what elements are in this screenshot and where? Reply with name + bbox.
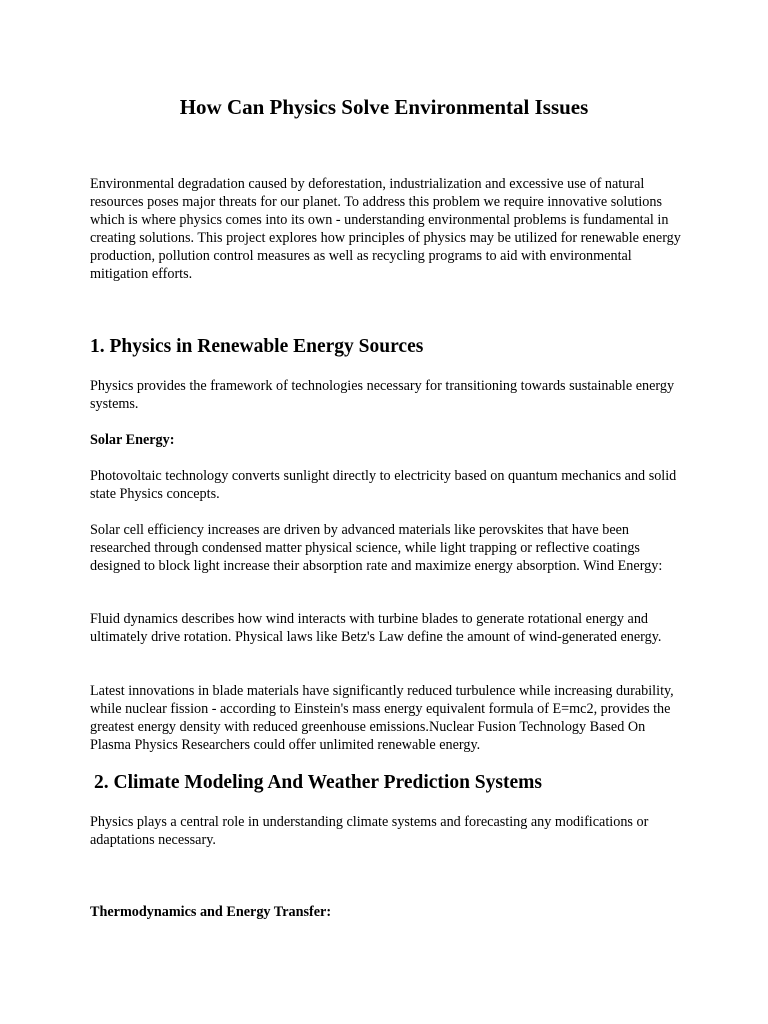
section-1-heading: 1. Physics in Renewable Energy Sources <box>90 336 424 357</box>
section-1-paragraph-2: Solar cell efficiency increases are driven by advanced materials like perovskites that have been researched through condensed matter physical science, while light trapping or reflective coatings designed to block light increase their absorption rate and maximize energy absorption. Wind Energy: <box>90 522 663 574</box>
section-1-intro: Physics provides the framework of technologies necessary for transitioning towards sustainable energy systems. <box>90 378 675 412</box>
document-title: How Can Physics Solve Environmental Issues <box>179 95 589 119</box>
section-2-intro: Physics plays a central role in understanding climate systems and forecasting any modifications or adaptations necessary. <box>90 814 649 848</box>
section-2-heading: 2. Climate Modeling And Weather Prediction Systems <box>94 772 542 793</box>
section-1-paragraph-3: Fluid dynamics describes how wind interacts with turbine blades to generate rotational energy and ultimately drive rotation. Physical laws like Betz's Law define the amount of wind-generated energy. <box>90 611 662 645</box>
intro-paragraph: Environmental degradation caused by deforestation, industrialization and excessive use of natural resources poses major threats for our planet. To address this problem we require innovative solutions which is where physics comes into its own - understanding environmental problems is fundamental in creating solutions. This project explores how principles of physics may be utilized for renewable energy production, pollution control measures as well as recycling programs to aid with environmental mitigation efforts. <box>90 176 681 282</box>
section-1-paragraph-4: Latest innovations in blade materials have significantly reduced turbulence while increasing durability, while nuclear fission - according to Einstein's mass energy equivalent formula of E=mc2, provides the greatest energy density with reduced greenhouse emissions.Nuclear Fusion Technology Based On Plasma Physics Researchers could offer unlimited renewable energy. <box>90 683 674 753</box>
thermodynamics-subheading: Thermodynamics and Energy Transfer: <box>90 904 332 920</box>
section-1-paragraph-1: Photovoltaic technology converts sunlight directly to electricity based on quantum mechanics and solid state Physics concepts. <box>90 468 677 502</box>
solar-energy-subheading: Solar Energy: <box>90 432 175 448</box>
